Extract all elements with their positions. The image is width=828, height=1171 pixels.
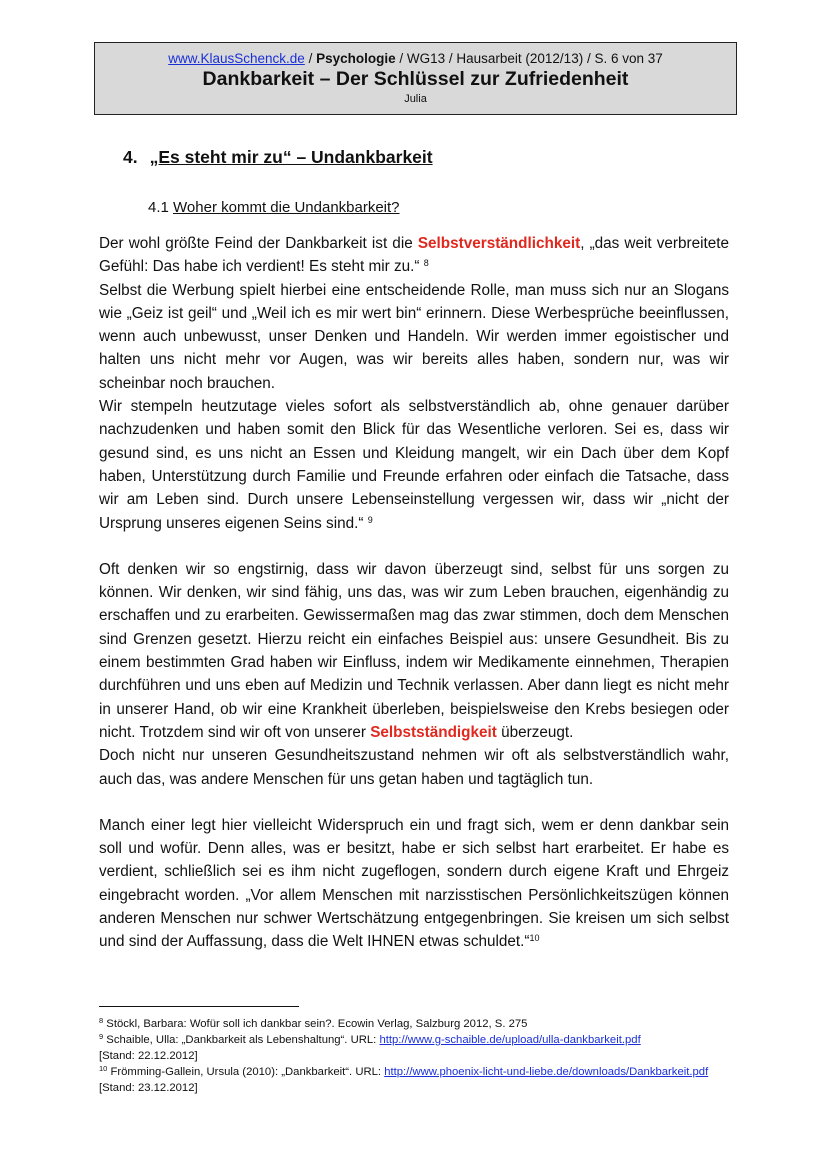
- footnote-10-stand: [Stand: 23.12.2012]: [99, 1082, 198, 1094]
- footnote-9-stand: [Stand: 22.12.2012]: [99, 1050, 198, 1062]
- paragraph-4: [99, 558, 729, 744]
- footnote-10-number: 10: [99, 1064, 108, 1073]
- footnote-8: [99, 1016, 729, 1032]
- footnote-ref-9[interactable]: 9: [367, 514, 373, 525]
- p6-text: Manch einer legt hier vielleicht Widerspruch ein und fragt sich, wem er denn dankbar sein soll und wofür. Denn alles, was er besitzt, habe er sich selbst hart erarbeitet. Er habe es verdient, schließlich sei es ihm nicht zugeflogen, sondern durch eigene Kraft und Ehrgeiz eingebracht worden. „Vor allem Menschen mit narzisstischen Persönlichkeitszügen können anderen Menschen nur schwer Wertschätzung entgegenbringen. Sie kreisen um sich selbst und sind der Auffassung, dass die Welt IHNEN etwas schuldet.“: [99, 816, 729, 951]
- footnote-10: [99, 1064, 729, 1096]
- footnote-ref-10[interactable]: 10: [529, 933, 540, 944]
- section-title: „Es steht mir zu“ – Undankbarkeit: [149, 147, 433, 167]
- footnote-9-number: 9: [99, 1032, 104, 1041]
- header-subject: Psychologie: [316, 51, 396, 66]
- footnote-9-link[interactable]: http://www.g-schaible.de/upload/ulla-dankbarkeit.pdf: [379, 1034, 641, 1046]
- footnote-10-link[interactable]: http://www.phoenix-licht-und-liebe.de/downloads/Dankbarkeit.pdf: [384, 1066, 709, 1078]
- page-header: [94, 42, 737, 115]
- header-sep: /: [304, 51, 317, 66]
- p4-text-b: überzeugt.: [496, 723, 574, 741]
- footnotes: [99, 1016, 729, 1096]
- site-link[interactable]: www.KlausSchenck.de: [168, 51, 305, 66]
- p1-text-b: , „das weit verbreitete Gefühl: Das habe ich verdient! Es steht mir zu.“: [99, 235, 729, 276]
- body-text: [99, 232, 729, 954]
- paragraph-6: [99, 814, 729, 954]
- highlight-selbststaendigkeit: Selbstständigkeit: [370, 723, 497, 741]
- footnote-8-number: 8: [99, 1016, 104, 1025]
- subsection-number: 4.1: [148, 199, 174, 216]
- paragraph-3: [99, 395, 729, 535]
- paragraph-1: [99, 232, 729, 279]
- header-meta-rest: / WG13 / Hausarbeit (2012/13) / S. 6 von 37: [395, 51, 663, 66]
- header-meta-line: [95, 51, 736, 66]
- footnote-9: [99, 1032, 729, 1064]
- p4-text-a: Oft denken wir so engstirnig, dass wir davon überzeugt sind, selbst für uns sorgen zu können. Wir denken, wir sind fähig, uns das, was wir zum Leben brauchen, eigenhändig zu erschaffen und zu erarbeiten. Gewissermaßen mag das zwar stimmen, doch dem Menschen sind Grenzen gesetzt. Hierzu reicht ein einfaches Beispiel aus: unsere Gesundheit. Bis zu einem bestimmten Grad haben wir Einfluss, indem wir Medikamente einnehmen, Therapien durchführen und uns eben auf Medizin und Technik verlassen. Aber dann liegt es nicht mehr in unserer Hand, ob wir eine Krankheit überleben, beispielsweise den Krebs besiegen oder nicht. Trotzdem sind wir oft von unserer: [99, 560, 729, 741]
- document-title: Dankbarkeit – Der Schlüssel zur Zufriedenheit: [202, 68, 629, 90]
- footnote-10-text: Frömming-Gallein, Ursula (2010): „Dankbarkeit“. URL:: [107, 1066, 385, 1078]
- footnote-divider: [99, 1006, 299, 1007]
- author-name: Julia: [404, 93, 427, 105]
- section-heading: [123, 147, 433, 168]
- paragraph-5: Doch nicht nur unseren Gesundheitszustand nehmen wir oft als selbstverständlich wahr, auch das, was andere Menschen für uns getan haben und tagtäglich tun.: [99, 747, 729, 788]
- section-number: 4.: [123, 147, 138, 167]
- p3-text: Wir stempeln heutzutage vieles sofort als selbstverständlich ab, ohne genauer darüber nachzudenken und haben somit den Blick für das Wesentliche verloren. Sei es, dass wir gesund sind, es uns nicht an Essen und Kleidung mangelt, wir ein Dach über dem Kopf haben, Unterstützung durch Familie und Freunde erfahren oder einfach die Tatsache, dass wir am Leben sind. Durch unsere Lebenseinstellung vergessen wir, dass wir „nicht der Ursprung unseres eigenen Seins sind.“: [99, 398, 729, 532]
- footnote-8-text: Stöckl, Barbara: Wofür soll ich dankbar sein?. Ecowin Verlag, Salzburg 2012, S. 275: [103, 1018, 528, 1030]
- subsection-title: Woher kommt die Undankbarkeit?: [173, 199, 400, 216]
- footnote-9-text: Schaible, Ulla: „Dankbarkeit als Lebenshaltung“. URL:: [103, 1034, 380, 1046]
- subsection-heading: [148, 199, 400, 216]
- footnote-ref-8[interactable]: 8: [423, 258, 429, 269]
- p1-text-a: Der wohl größte Feind der Dankbarkeit ist die: [99, 235, 418, 252]
- highlight-selbstverstaendlichkeit: Selbstverständlichkeit: [417, 235, 581, 252]
- paragraph-2: Selbst die Werbung spielt hierbei eine entscheidende Rolle, man muss sich nur an Slogans wie „Geiz ist geil“ und „Weil ich es mir wert bin“ erinnern. Diese Werbesprüche beeinflussen, wenn auch unbewusst, unser Denken und Handeln. Wir werden immer egoistischer und halten uns nicht mehr vor Augen, was wir bereits alles haben, sondern nur, was wir scheinbar noch brauchen.: [99, 281, 729, 392]
